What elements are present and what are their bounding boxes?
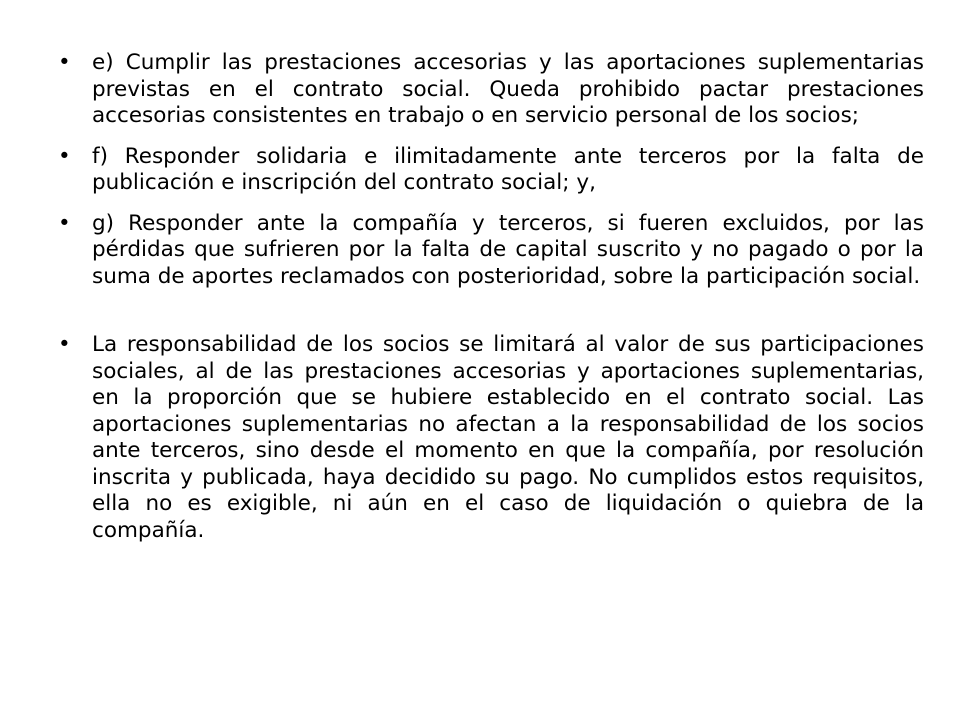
bullet-item-g (56, 211, 924, 291)
bullet-text-e: e) Cumplir las prestaciones accesorias y las aportaciones suplementarias previstas en el contrato social. Queda prohibido pactar prestaciones accesorias consistentes en trabajo o en servicio personal de los socios; (92, 50, 924, 128)
bullet-item-responsabilidad (56, 332, 924, 544)
bullet-text-f: f) Responder solidaria e ilimitadamente ante terceros por la falta de publicación e inscripción del contrato social; y, (92, 143, 924, 195)
bullet-dot-icon: • (58, 210, 71, 236)
bullet-item-f (56, 144, 924, 197)
bullet-dot-icon: • (58, 143, 71, 169)
bullet-list (56, 50, 924, 558)
bullet-dot-icon: • (58, 332, 71, 357)
bullet-dot-icon: • (58, 50, 71, 75)
bullet-text-g: g) Responder ante la compañía y terceros, si fueren excluidos, por las pérdidas que sufrieren por la falta de capital suscrito y no pagado o por la suma de aportes reclamados con posterioridad, sobre la participación social. (92, 210, 924, 289)
bullet-item-e (56, 50, 924, 130)
bullet-text-responsabilidad: La responsabilidad de los socios se limitará al valor de sus participaciones sociales, al de las prestaciones accesorias y aportaciones suplementarias, en la proporción que se hubiere establecido en el contrato social. Las aportaciones suplementarias no afectan a la responsabilidad de los socios ante terceros, sino desde el momento en que la compañía, por resolución inscrita y publicada, haya decidido su pago. No cumplidos estos requisitos, ella no es exigible, ni aún en el caso de liquidación o quiebra de la compañía. (92, 332, 924, 543)
